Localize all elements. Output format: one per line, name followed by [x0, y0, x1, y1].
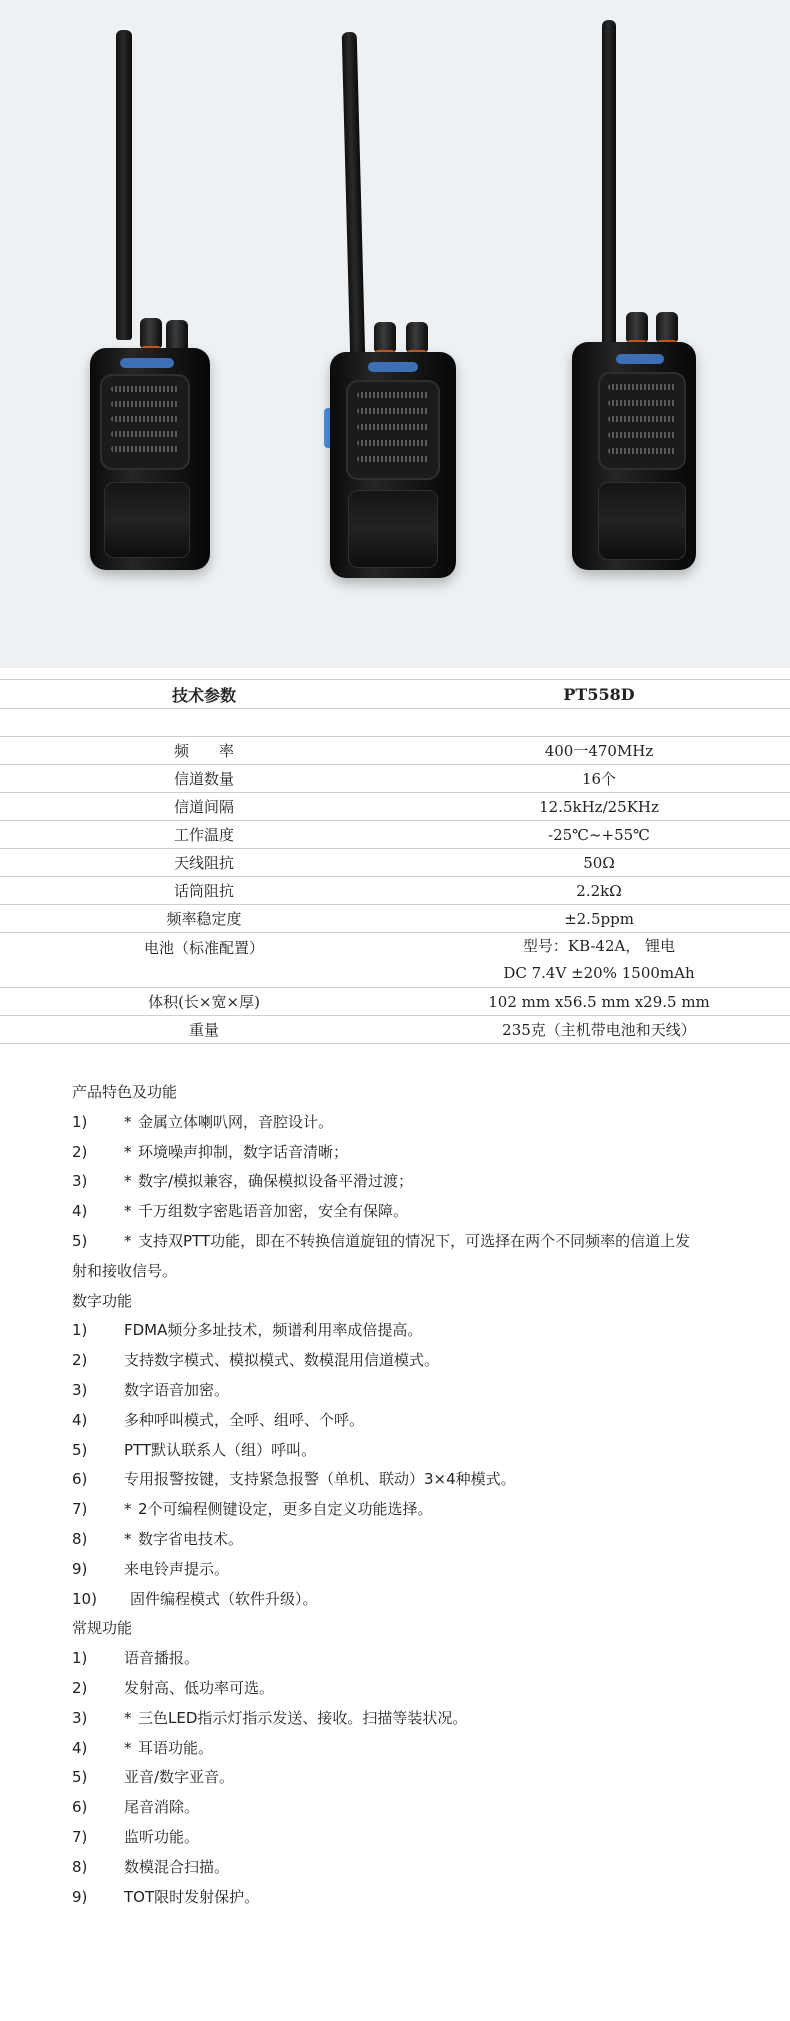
section-title-product: 产品特色及功能	[72, 1083, 178, 1101]
item-text: 固件编程模式（软件升级）。	[130, 1589, 318, 1608]
spec-row	[0, 877, 790, 905]
item-number: 9)	[72, 1559, 88, 1578]
item-number: 2)	[72, 1351, 88, 1370]
item-number: 1)	[72, 1321, 88, 1340]
spec-value: 2.2kΩ	[408, 877, 790, 905]
list-item	[72, 1227, 762, 1257]
list-item	[72, 1465, 762, 1495]
spec-value: 235克（主机带电池和天线）	[408, 1016, 790, 1044]
spec-label: 频 率	[0, 737, 408, 765]
brand-logo	[368, 362, 418, 372]
list-item	[72, 1138, 762, 1168]
spec-label: 信道数量	[0, 765, 408, 793]
features-section	[72, 1078, 762, 1912]
bullet-star: *	[124, 1529, 132, 1548]
bullet-star: *	[124, 1708, 132, 1727]
item-text: 发射高、低功率可选。	[124, 1678, 275, 1697]
spec-row	[0, 737, 790, 765]
item-number: 6)	[72, 1798, 88, 1817]
spec-value: 12.5kHz/25KHz	[408, 793, 790, 821]
spec-label: 话筒阻抗	[0, 877, 408, 905]
list-item	[72, 1376, 762, 1406]
spec-row	[0, 988, 790, 1016]
spec-table	[0, 679, 790, 1044]
item-text: 环境噪声抑制，数字话音清晰；	[138, 1142, 349, 1161]
item-text: 数字语音加密。	[124, 1380, 230, 1399]
list-item	[72, 1734, 762, 1764]
speaker-grille	[598, 372, 686, 470]
item-text: 2个可编程侧键设定，更多自定义功能选择。	[138, 1500, 433, 1519]
item-text: 数字/模拟兼容，确保模拟设备平滑过渡；	[138, 1172, 414, 1191]
item-text: PTT默认联系人（组）呼叫。	[124, 1440, 317, 1459]
item-text: 监听功能。	[124, 1827, 200, 1846]
item-number: 5)	[72, 1440, 88, 1459]
list-item	[72, 1495, 762, 1525]
walkie-talkie-image-right	[572, 20, 702, 575]
knob	[374, 322, 396, 352]
item-number: 3)	[72, 1708, 88, 1727]
list-item	[72, 1197, 762, 1227]
speaker-grille	[346, 380, 440, 480]
knob	[406, 322, 428, 352]
spec-label: 体积(长×宽×厚)	[0, 988, 408, 1016]
spec-value: 16个	[408, 765, 790, 793]
spec-row	[0, 821, 790, 849]
walkie-talkie-image-left	[86, 30, 216, 570]
item-text: 语音播报。	[124, 1649, 200, 1668]
item-text: 支持双PTT功能，即在不转换信道旋钮的情况下，可选择在两个不同频率的信道上发	[138, 1231, 691, 1250]
bullet-star: *	[124, 1500, 132, 1519]
item-text: 耳语功能。	[138, 1738, 214, 1757]
product-photo-area	[0, 0, 790, 668]
section-title-general: 常规功能	[72, 1619, 133, 1638]
item-number: 5)	[72, 1768, 88, 1787]
spec-row	[0, 933, 790, 988]
list-item	[72, 1704, 762, 1734]
item-text: 千万组数字密匙语音加密，安全有保障。	[138, 1202, 409, 1221]
speaker-grille	[100, 374, 190, 470]
item-number: 7)	[72, 1827, 88, 1846]
list-item	[72, 1436, 762, 1466]
bullet-star: *	[124, 1112, 132, 1131]
spec-header-row	[0, 680, 790, 709]
item-number: 7)	[72, 1500, 88, 1519]
knob	[166, 320, 188, 350]
item-number: 2)	[72, 1678, 88, 1697]
item-text: 数字省电技术。	[138, 1529, 244, 1548]
item-number: 8)	[72, 1529, 88, 1548]
antenna	[116, 30, 132, 340]
item-number: 1)	[72, 1112, 88, 1131]
item-text: 尾音消除。	[124, 1798, 200, 1817]
section-title-digital: 数字功能	[72, 1291, 133, 1310]
list-item	[72, 1793, 762, 1823]
knob	[656, 312, 678, 342]
antenna	[342, 32, 366, 362]
bullet-star: *	[124, 1172, 132, 1191]
list-item	[72, 1406, 762, 1436]
list-item	[72, 1883, 762, 1913]
spec-label: 电池（标准配置）	[0, 933, 408, 988]
item-text: 支持数字模式、模拟模式、数模混用信道模式。	[124, 1351, 440, 1370]
item-number: 4)	[72, 1410, 88, 1429]
item-text: 专用报警按键，支持紧急报警（单机、联动）3×4种模式。	[124, 1470, 516, 1489]
battery-pack	[598, 482, 686, 560]
item-number: 8)	[72, 1857, 88, 1876]
item-number: 5)	[72, 1231, 88, 1250]
spec-value: 50Ω	[408, 849, 790, 877]
item-text-continuation: 射和接收信号。	[72, 1261, 178, 1280]
spec-header-model: PT558D	[408, 680, 790, 709]
brand-logo	[616, 354, 664, 364]
spec-value	[408, 933, 790, 988]
battery-pack	[348, 490, 438, 568]
item-number: 4)	[72, 1202, 88, 1221]
spec-spacer-row	[0, 709, 790, 737]
radio-body	[572, 342, 696, 570]
item-text: 金属立体喇叭网，音腔设计。	[138, 1112, 334, 1131]
bullet-star: *	[124, 1142, 132, 1161]
list-item	[72, 1585, 762, 1615]
item-number: 9)	[72, 1887, 88, 1906]
item-number: 2)	[72, 1142, 88, 1161]
item-number: 1)	[72, 1649, 88, 1668]
item-number: 3)	[72, 1172, 88, 1191]
item-text: 数模混合扫描。	[124, 1857, 230, 1876]
bullet-star: *	[124, 1202, 132, 1221]
antenna	[602, 20, 616, 350]
spec-value: ±2.5ppm	[408, 905, 790, 933]
spec-label: 工作温度	[0, 821, 408, 849]
list-item	[72, 1346, 762, 1376]
item-number: 4)	[72, 1738, 88, 1757]
spec-label: 重量	[0, 1016, 408, 1044]
spec-label: 频率稳定度	[0, 905, 408, 933]
list-item	[72, 1316, 762, 1346]
item-text: 多种呼叫模式，全呼、组呼、个呼。	[124, 1410, 365, 1429]
list-item	[72, 1108, 762, 1138]
item-text: 来电铃声提示。	[124, 1559, 230, 1578]
knob	[140, 318, 162, 348]
spec-value-line: DC 7.4V ±20% 1500mAh	[503, 964, 695, 982]
knob	[626, 312, 648, 342]
list-item	[72, 1823, 762, 1853]
list-item	[72, 1167, 762, 1197]
item-text: 亚音/数字亚音。	[124, 1768, 235, 1787]
brand-logo	[120, 358, 174, 368]
list-item	[72, 1763, 762, 1793]
item-number: 3)	[72, 1380, 88, 1399]
item-text: TOT限时发射保护。	[124, 1887, 260, 1906]
item-number: 10)	[72, 1589, 97, 1608]
radio-body	[90, 348, 210, 570]
bullet-star: *	[124, 1738, 132, 1757]
walkie-talkie-image-center	[326, 30, 466, 580]
list-item	[72, 1644, 762, 1674]
spec-header-label: 技术参数	[0, 680, 408, 709]
spec-row	[0, 849, 790, 877]
item-text: 三色LED指示灯指示发送、接收。扫描等装状况。	[138, 1708, 468, 1727]
spec-row	[0, 793, 790, 821]
spec-value: -25℃~+55℃	[408, 821, 790, 849]
spec-label: 信道间隔	[0, 793, 408, 821]
radio-body	[330, 352, 456, 578]
spec-value-line: 型号：KB-42A， 锂电	[522, 937, 676, 955]
spec-row	[0, 765, 790, 793]
list-item	[72, 1525, 762, 1555]
spec-value: 400一470MHz	[408, 737, 790, 765]
item-text: FDMA频分多址技术，频谱利用率成倍提高。	[124, 1321, 423, 1340]
battery-pack	[104, 482, 190, 558]
spec-label: 天线阻抗	[0, 849, 408, 877]
bullet-star: *	[124, 1231, 132, 1250]
list-item	[72, 1674, 762, 1704]
spec-row	[0, 905, 790, 933]
spec-value: 102 mm x56.5 mm x29.5 mm	[408, 988, 790, 1016]
item-number: 6)	[72, 1470, 88, 1489]
list-item	[72, 1853, 762, 1883]
spec-row	[0, 1016, 790, 1044]
list-item	[72, 1555, 762, 1585]
